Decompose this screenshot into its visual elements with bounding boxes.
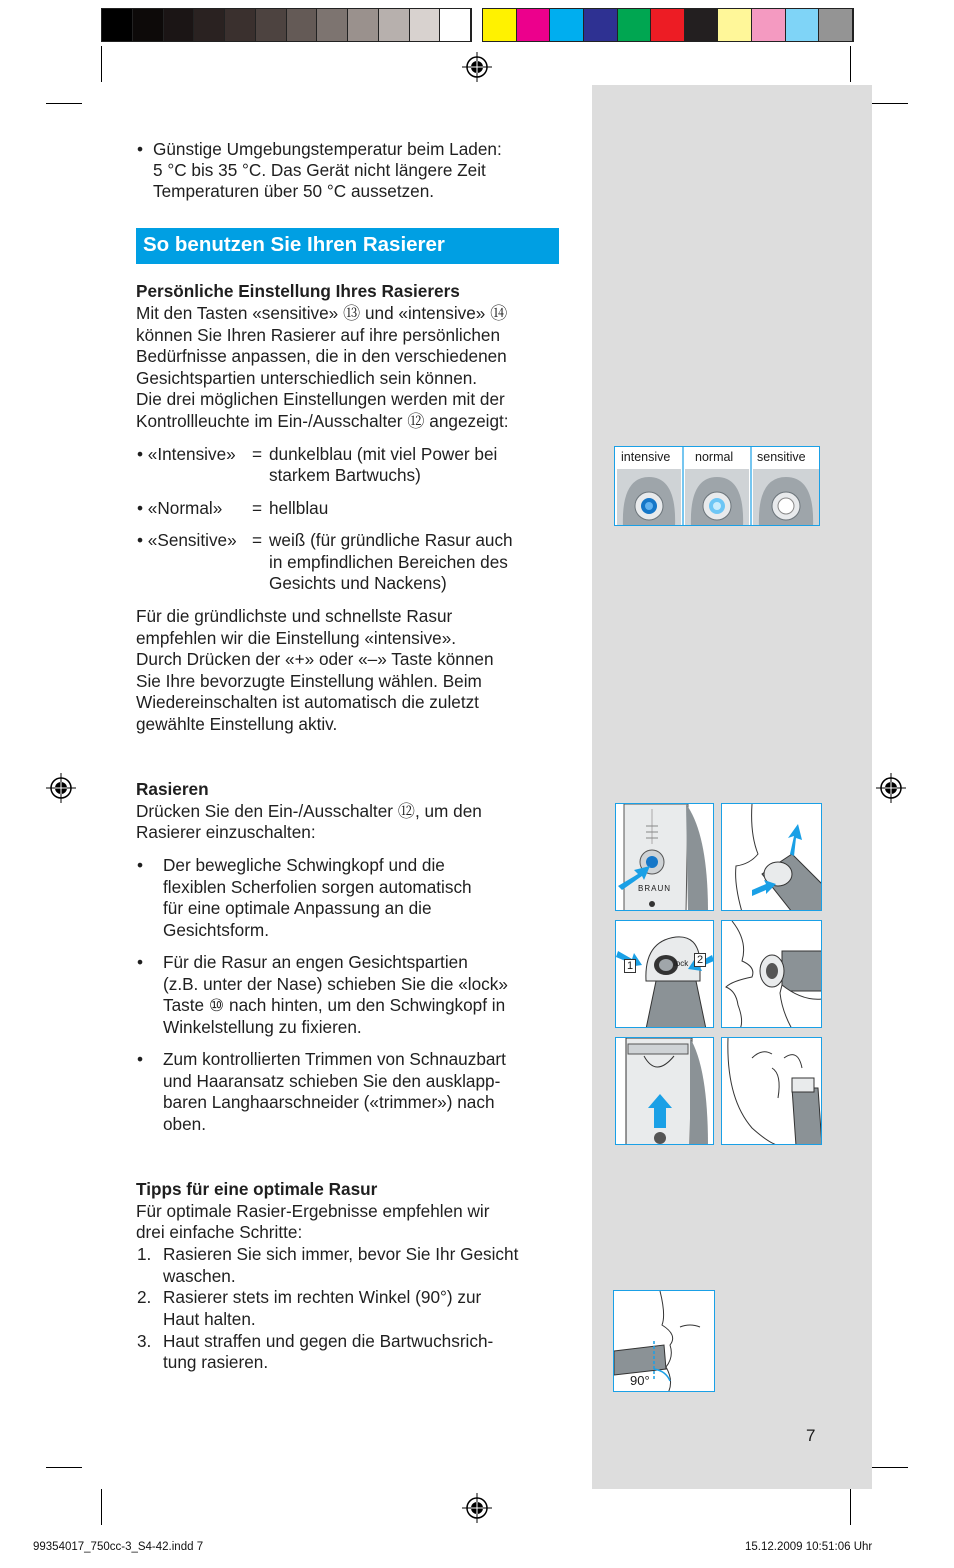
intro-line: Temperaturen über 50 °C aussetzen.	[153, 181, 435, 201]
color-swatch	[685, 9, 719, 41]
bullet-marker: •	[137, 1049, 144, 1069]
gray-swatch	[287, 9, 318, 41]
setting-desc: weiß (für gründliche Rasur auch	[269, 530, 513, 550]
bullet-marker: •	[137, 952, 144, 972]
gray-swatch	[102, 9, 133, 41]
step-line: tung rasieren.	[163, 1352, 269, 1372]
bullet-marker: •	[137, 855, 144, 875]
paragraph-line: drei einfache Schritte:	[136, 1222, 303, 1242]
paragraph-line: empfehlen wir die Einstellung «intensive».	[136, 628, 457, 648]
crop-mark	[46, 103, 82, 104]
setting-desc: in empfindlichen Bereichen des	[269, 552, 508, 572]
section-heading-text: So benutzen Sie Ihren Rasierer	[143, 233, 445, 256]
mode-label-intensive: intensive	[621, 450, 671, 464]
registration-mark-icon	[46, 773, 76, 803]
gray-swatch	[133, 9, 164, 41]
paragraph-line: Gesichtspartien unterschiedlich sein können.	[136, 368, 478, 388]
illustration-shave-under-nose	[721, 920, 822, 1028]
step-line: Rasieren Sie sich immer, bevor Sie Ihr Gesicht	[163, 1244, 519, 1264]
illustration-trim-sideburns	[721, 1037, 822, 1145]
subsection-title: Rasieren	[136, 779, 209, 799]
setting-desc: dunkelblau (mit viel Power bei	[269, 444, 498, 464]
paragraph-line: Wiedereinschalten ist automatisch die zuletzt	[136, 692, 479, 712]
color-swatch	[584, 9, 618, 41]
registration-mark-icon	[462, 1493, 492, 1523]
color-swatch	[550, 9, 584, 41]
setting-equals: =	[252, 498, 263, 518]
section-heading	[136, 228, 559, 264]
bullet-line: Für die Rasur an engen Gesichtspartien	[163, 952, 468, 972]
setting-label-intensive: • «Intensive»	[137, 444, 236, 464]
gray-swatch	[440, 9, 471, 41]
color-swatch	[651, 9, 685, 41]
bullet-line: (z.B. unter der Nase) schieben Sie die «lock»	[163, 974, 508, 994]
page-number: 7	[806, 1426, 816, 1445]
paragraph-line: können Sie Ihren Rasierer auf ihre persönlichen	[136, 325, 501, 345]
paragraph-line: Die drei möglichen Einstellungen werden mit der	[136, 389, 505, 409]
setting-label-sensitive: • «Sensitive»	[137, 530, 237, 550]
crop-mark	[101, 1489, 102, 1525]
bullet-line: Gesichtsform.	[163, 920, 270, 940]
paragraph-line: Rasierer einzuschalten:	[136, 822, 316, 842]
paragraph-line: Drücken Sie den Ein-/Ausschalter ⑫, um den	[136, 801, 482, 821]
gray-swatch	[194, 9, 225, 41]
crop-mark	[101, 46, 102, 82]
bullet-line: oben.	[163, 1114, 207, 1134]
step-number: 2.	[137, 1287, 152, 1307]
color-swatch	[517, 9, 551, 41]
illustration-trimmer	[615, 1037, 714, 1145]
crop-mark	[872, 103, 908, 104]
illustration-right-angle	[613, 1290, 715, 1392]
subsection-title: Tipps für eine optimale Rasur	[136, 1179, 378, 1199]
paragraph-line: Bedürfnisse anpassen, die in den verschiedenen	[136, 346, 507, 366]
step-badge-2: 2	[694, 953, 706, 967]
step-line: Rasierer stets im rechten Winkel (90°) zur	[163, 1287, 482, 1307]
mode-label-normal: normal	[695, 450, 734, 464]
illustration-head-swivel	[721, 803, 822, 911]
gray-swatch	[348, 9, 379, 41]
paragraph-line: Sie Ihre bevorzugte Einstellung wählen. Beim	[136, 671, 482, 691]
illustration-lock-button	[615, 920, 714, 1028]
bullet-line: baren Langhaarschneider («trimmer») nach	[163, 1092, 495, 1112]
footer-file-info: 99354017_750cc-3_S4-42.indd 7	[33, 1541, 204, 1553]
illustration-sidebar	[592, 85, 872, 1489]
crop-mark	[850, 46, 851, 82]
bullet-line: flexiblen Scherfolien sorgen automatisch	[163, 877, 472, 897]
mode-indicator-figure	[614, 446, 820, 526]
color-swatch	[752, 9, 786, 41]
lock-label: lock	[674, 959, 689, 968]
illustration-switch-on	[615, 803, 714, 911]
bullet-line: Zum kontrollierten Trimmen von Schnauzbart	[163, 1049, 506, 1069]
color-swatch	[718, 9, 752, 41]
gray-swatch	[379, 9, 410, 41]
setting-desc: Gesichts und Nackens)	[269, 573, 447, 593]
step-number: 3.	[137, 1331, 152, 1351]
gray-swatch	[256, 9, 287, 41]
color-calibration-bar	[482, 8, 854, 42]
step-badge-1: 1	[624, 959, 636, 973]
mode-label-sensitive: sensitive	[757, 450, 806, 464]
gray-swatch	[225, 9, 256, 41]
color-swatch	[786, 9, 820, 41]
grayscale-calibration-bar	[101, 8, 472, 42]
intro-bullet-marker: •	[137, 139, 144, 159]
intro-line: 5 °C bis 35 °C. Das Gerät nicht längere Zeit	[153, 160, 486, 180]
gray-swatch	[410, 9, 441, 41]
registration-mark-icon	[462, 52, 492, 82]
step-line: Haut halten.	[163, 1309, 256, 1329]
bullet-line: und Haaransatz schieben Sie den ausklapp-	[163, 1071, 501, 1091]
bullet-line: Taste ⑩ nach hinten, um den Schwingkopf in	[163, 995, 506, 1015]
paragraph-line: Für die gründlichste und schnellste Rasur	[136, 606, 453, 626]
brand-label: BRAUN	[638, 884, 672, 893]
crop-mark	[46, 1467, 82, 1468]
angle-label: 90°	[630, 1373, 650, 1388]
color-swatch	[483, 9, 517, 41]
paragraph-line: Für optimale Rasier-Ergebnisse empfehlen wir	[136, 1201, 490, 1221]
gray-swatch	[317, 9, 348, 41]
registration-mark-icon	[876, 773, 906, 803]
color-swatch	[819, 9, 853, 41]
crop-mark	[872, 1467, 908, 1468]
crop-mark	[850, 1489, 851, 1525]
setting-desc: starkem Bartwuchs)	[269, 465, 421, 485]
step-number: 1.	[137, 1244, 152, 1264]
gray-swatch	[164, 9, 195, 41]
paragraph-line: Durch Drücken der «+» oder «–» Taste können	[136, 649, 494, 669]
setting-desc: hellblau	[269, 498, 329, 518]
setting-equals: =	[252, 444, 263, 464]
subsection-title: Persönliche Einstellung Ihres Rasierers	[136, 281, 460, 301]
paragraph-line: gewählte Einstellung aktiv.	[136, 714, 338, 734]
bullet-line: Winkelstellung zu fixieren.	[163, 1017, 362, 1037]
setting-equals: =	[252, 530, 263, 550]
step-line: waschen.	[163, 1266, 236, 1286]
paragraph-line: Mit den Tasten «sensitive» ⑬ und «intensive» ⑭	[136, 303, 508, 323]
bullet-line: Der bewegliche Schwingkopf und die	[163, 855, 445, 875]
step-line: Haut straffen und gegen die Bartwuchsrich-	[163, 1331, 494, 1351]
setting-label-normal: • «Normal»	[137, 498, 223, 518]
bullet-line: für eine optimale Anpassung an die	[163, 898, 432, 918]
intro-line: Günstige Umgebungstemperatur beim Laden:	[153, 139, 502, 159]
color-swatch	[618, 9, 652, 41]
footer-timestamp: 15.12.2009 10:51:06 Uhr	[745, 1541, 873, 1553]
paragraph-line: Kontrollleuchte im Ein-/Ausschalter ⑫ angezeigt:	[136, 411, 509, 431]
